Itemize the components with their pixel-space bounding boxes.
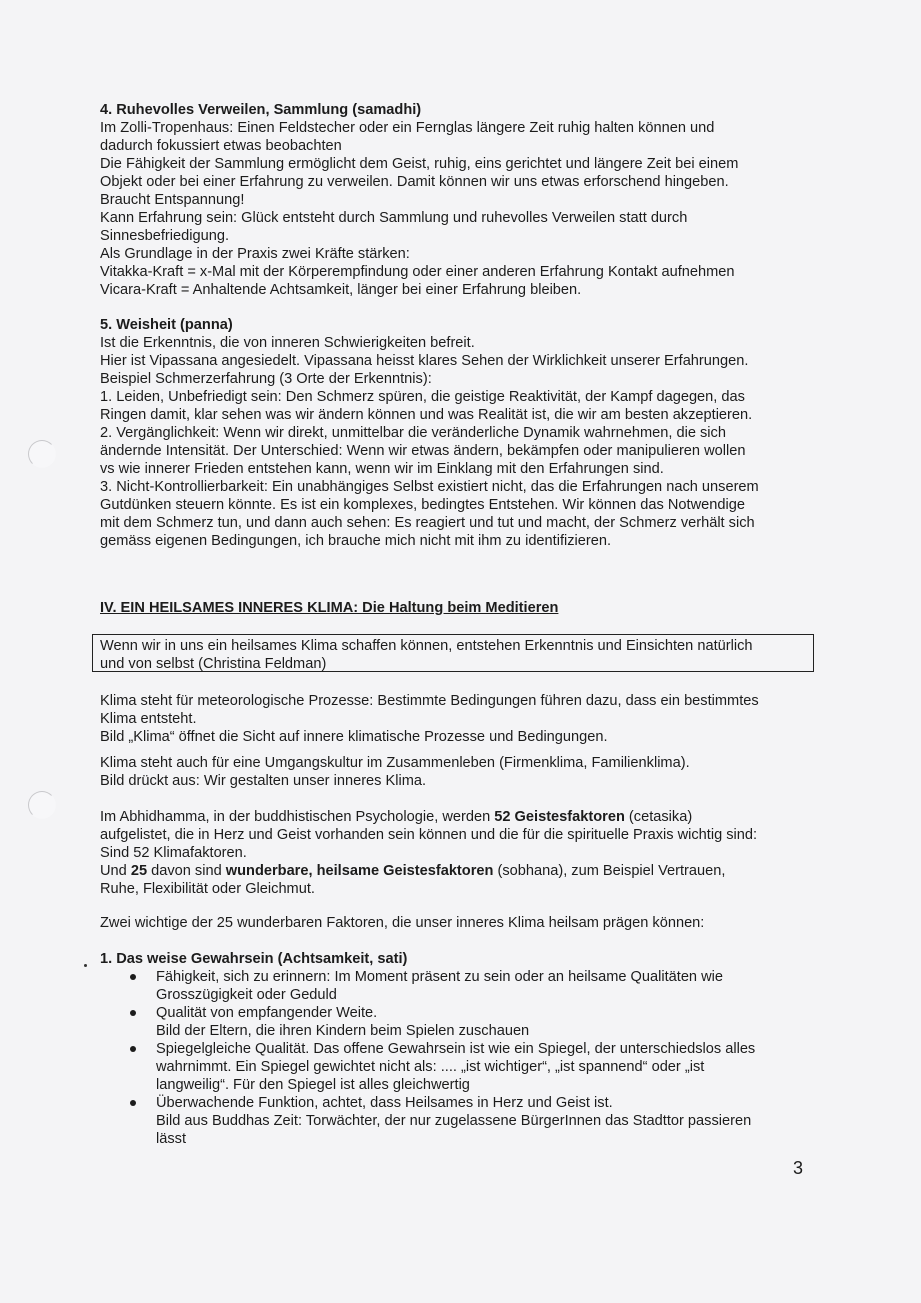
text-line: Sind 52 Klimafaktoren.	[100, 845, 247, 861]
text-line: Beispiel Schmerzerfahrung (3 Orte der Erkenntnis):	[100, 371, 432, 387]
section-heading: 5. Weisheit (panna)	[100, 317, 233, 333]
scan-speck	[84, 964, 87, 967]
text-line	[100, 808, 820, 826]
text-line: lässt	[156, 1131, 187, 1147]
text-line: Sinnesbefriedigung.	[100, 228, 230, 244]
text-line: Im Zolli-Tropenhaus: Einen Feldstecher oder ein Fernglas längere Zeit ruhig halten können und	[100, 120, 715, 136]
text-line: vs wie innerer Frieden entstehen kann, wenn wir im Einklang mit den Erfahrungen sind.	[100, 461, 664, 477]
text-line: Qualität von empfangender Weite.	[156, 1005, 378, 1021]
bold-term: wunderbare, heilsame Geistesfaktoren	[225, 863, 494, 879]
section-samadhi	[100, 101, 820, 299]
text-line: aufgelistet, die in Herz und Geist vorhanden sein können und die für die spirituelle Praxis wichtig sind:	[100, 827, 758, 843]
quote-box	[92, 634, 814, 672]
quote-line: und von selbst (Christina Feldman)	[100, 656, 327, 672]
quote-line: Wenn wir in uns ein heilsames Klima schaffen können, entstehen Erkenntnis und Einsichten natürlich	[100, 638, 753, 654]
text-line: Als Grundlage in der Praxis zwei Kräfte stärken:	[100, 246, 410, 262]
text-line: Spiegelgleiche Qualität. Das offene Gewahrsein ist wie ein Spiegel, der unterschiedslos alles	[156, 1041, 756, 1057]
text-line	[100, 862, 820, 880]
text-line: 2. Vergänglichkeit: Wenn wir direkt, unmittelbar die veränderliche Dynamik wahrnehmen, die sich	[100, 425, 726, 441]
text-line: Die Fähigkeit der Sammlung ermöglicht dem Geist, ruhig, eins gerichtet und längere Zeit bei einem	[100, 156, 739, 172]
text-line: Gutdünken steuern könnte. Es ist ein komplexes, bedingtes Entstehen. Wir können das Notwendige	[100, 497, 745, 513]
text-line: Braucht Entspannung!	[100, 192, 245, 208]
text-line: Grosszügigkeit oder Geduld	[156, 987, 337, 1003]
text-line: Klima entsteht.	[100, 711, 197, 727]
list-item	[100, 1040, 820, 1094]
section-heading: 4. Ruhevolles Verweilen, Sammlung (samadhi)	[100, 102, 422, 118]
list-item	[100, 1004, 820, 1040]
text-line: Bild drückt aus: Wir gestalten unser inneres Klima.	[100, 773, 427, 789]
paragraph-abhidhamma	[100, 808, 820, 898]
text-line: Kann Erfahrung sein: Glück entsteht durch Sammlung und ruhevolles Verweilen statt durch	[100, 210, 688, 226]
text-line: Zwei wichtige der 25 wunderbaren Faktoren, die unser inneres Klima heilsam prägen können:	[100, 915, 705, 931]
page-number: 3	[793, 1158, 804, 1178]
bullet-icon	[130, 1046, 136, 1052]
text-run: (sobhana), zum Beispiel Vertrauen,	[493, 863, 726, 879]
text-line: 1. Leiden, Unbefriedigt sein: Den Schmerz spüren, die geistige Reaktivität, der Kampf dagegen, das	[100, 389, 745, 405]
punch-hole-top	[28, 440, 56, 468]
text-run: davon sind	[147, 863, 226, 879]
text-line: dadurch fokussiert etwas beobachten	[100, 138, 342, 154]
text-line: 3. Nicht-Kontrollierbarkeit: Ein unabhängiges Selbst existiert nicht, das die Erfahrungen nach unserem	[100, 479, 759, 495]
text-line: ändernde Intensität. Der Unterschied: Wenn wir etwas ändern, bekämpfen oder manipulieren wollen	[100, 443, 746, 459]
text-line: Bild aus Buddhas Zeit: Torwächter, der nur zugelassene BürgerInnen das Stadttor passieren	[156, 1113, 752, 1129]
bold-term: 25	[130, 863, 148, 879]
text-line: Vicara-Kraft = Anhaltende Achtsamkeit, länger bei einer Erfahrung bleiben.	[100, 282, 582, 298]
paragraph-zwei-faktoren	[100, 914, 820, 932]
bullet-icon	[130, 1010, 136, 1016]
bold-term: 52 Geistesfaktoren	[494, 809, 625, 825]
section-achtsamkeit	[100, 950, 820, 1148]
text-line: Bild „Klima“ öffnet die Sicht auf innere klimatische Prozesse und Bedingungen.	[100, 729, 608, 745]
text-line: langweilig“. Für den Spiegel ist alles gleichwertig	[156, 1077, 470, 1093]
bullet-list	[100, 968, 820, 1148]
list-item	[100, 968, 820, 1004]
text-line: Hier ist Vipassana angesiedelt. Vipassana heisst klares Sehen der Wirklichkeit unserer Erfahrungen.	[100, 353, 749, 369]
text-line: Ringen damit, klar sehen was wir ändern können und was Realität ist, die wir am besten akzeptieren.	[100, 407, 753, 423]
bullet-icon	[130, 974, 136, 980]
section-panna	[100, 316, 820, 550]
list-item	[100, 1094, 820, 1148]
paragraph-umgangskultur	[100, 754, 820, 790]
text-line: Bild der Eltern, die ihren Kindern beim Spielen zuschauen	[156, 1023, 530, 1039]
punch-hole-bottom	[28, 791, 56, 819]
text-run: (cetasika)	[624, 809, 693, 825]
text-line: Überwachende Funktion, achtet, dass Heilsames in Herz und Geist ist.	[156, 1095, 613, 1111]
text-line: mit dem Schmerz tun, und dann auch sehen: Es reagiert und tut und macht, der Schmerz verhält sich	[100, 515, 755, 531]
paragraph-klima-meteorologisch	[100, 692, 820, 746]
bullet-icon	[130, 1100, 136, 1106]
text-line: Klima steht auch für eine Umgangskultur im Zusammenleben (Firmenklima, Familienklima).	[100, 755, 690, 771]
text-line: Vitakka-Kraft = x-Mal mit der Körperempfindung oder einer anderen Erfahrung Kontakt aufnehmen	[100, 264, 735, 280]
text-run: Und	[100, 863, 131, 879]
text-line: wahrnimmt. Ein Spiegel gewichtet nicht als: .... „ist wichtiger“, „ist spannend“ oder „ist	[156, 1059, 705, 1075]
subsection-heading: 1. Das weise Gewahrsein (Achtsamkeit, sati)	[100, 951, 408, 967]
text-line: Fähigkeit, sich zu erinnern: Im Moment präsent zu sein oder an heilsame Qualitäten wie	[156, 969, 724, 985]
text-line: Objekt oder bei einer Erfahrung zu verweilen. Damit können wir uns etwas erforschend hingeben.	[100, 174, 729, 190]
text-line: Klima steht für meteorologische Prozesse: Bestimmte Bedingungen führen dazu, dass ein bestimmtes	[100, 693, 759, 709]
text-run: Im Abhidhamma, in der buddhistischen Psychologie, werden	[100, 809, 495, 825]
chapter-heading-block	[100, 599, 820, 617]
text-line: gemäss eigenen Bedingungen, ich brauche mich nicht mit ihm zu identifizieren.	[100, 533, 612, 549]
text-line: Ruhe, Flexibilität oder Gleichmut.	[100, 881, 315, 897]
text-line: Ist die Erkenntnis, die von inneren Schwierigkeiten befreit.	[100, 335, 475, 351]
chapter-heading: IV. EIN HEILSAMES INNERES KLIMA: Die Haltung beim Meditieren	[100, 600, 559, 616]
